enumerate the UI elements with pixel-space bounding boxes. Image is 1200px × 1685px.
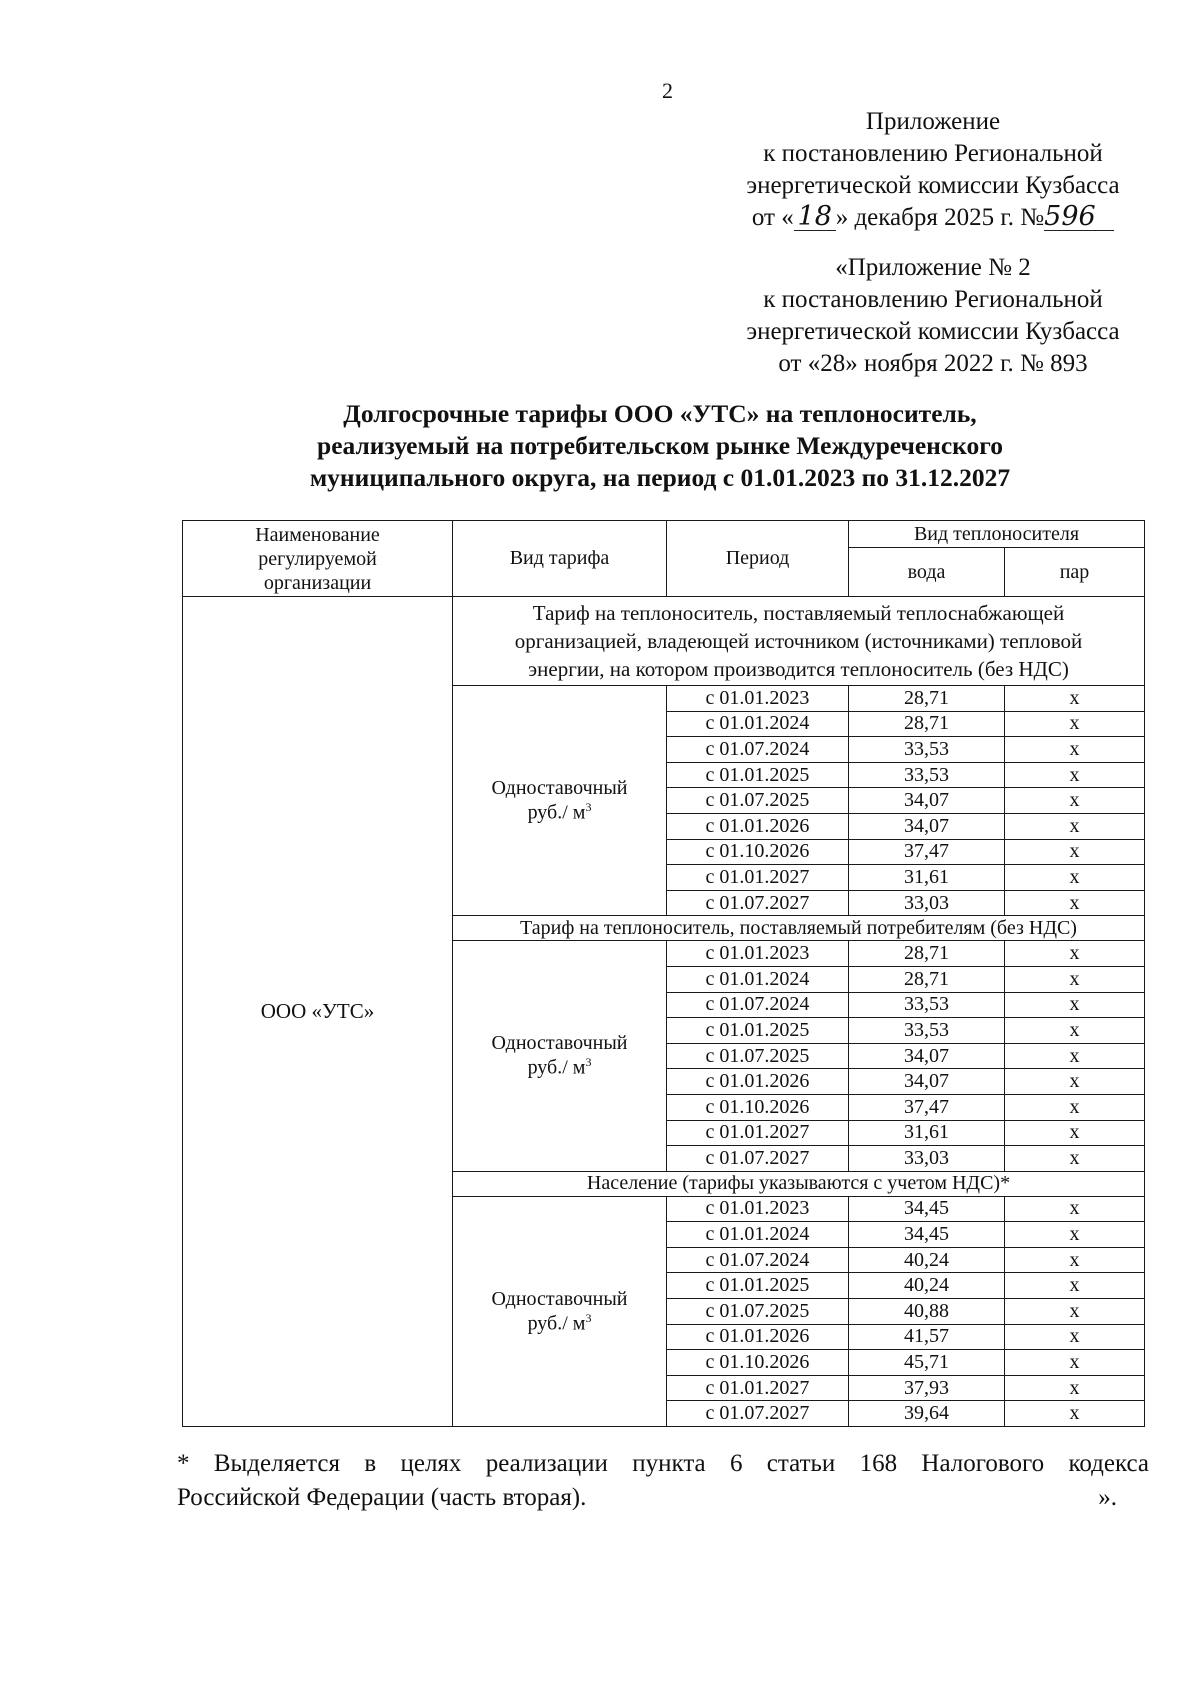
period-cell: с 01.07.2024 bbox=[667, 1247, 849, 1273]
water-cell: 34,07 bbox=[849, 1043, 1005, 1069]
water-cell: 34,07 bbox=[849, 1069, 1005, 1095]
tariff-unit bbox=[457, 1309, 662, 1334]
tariff-unit-text: руб./ м bbox=[527, 801, 586, 824]
steam-cell: x bbox=[1005, 813, 1145, 839]
steam-cell: x bbox=[1005, 1069, 1145, 1095]
appendix-line: к постановлению Региональной bbox=[763, 140, 1103, 167]
period-cell: с 01.01.2027 bbox=[667, 1375, 849, 1401]
period-cell: с 01.10.2026 bbox=[667, 1094, 849, 1120]
period-cell: с 01.01.2024 bbox=[667, 1222, 849, 1248]
appendix-line: Приложение bbox=[865, 108, 1001, 135]
water-cell: 31,61 bbox=[849, 865, 1005, 891]
water-cell: 37,47 bbox=[849, 839, 1005, 865]
steam-cell: x bbox=[1005, 1299, 1145, 1325]
header-organization bbox=[183, 521, 453, 597]
header-text: регулируемой bbox=[258, 547, 377, 570]
period-cell: с 01.10.2026 bbox=[667, 839, 849, 865]
page-number: 2 bbox=[662, 78, 673, 103]
header-text: организации bbox=[263, 571, 372, 594]
period-cell: с 01.01.2025 bbox=[667, 1018, 849, 1044]
footnote-line: * Выделяется в целях реализации пункта 6 статьи 168 Налогового кодекса bbox=[177, 1450, 1149, 1477]
steam-cell: x bbox=[1005, 1043, 1145, 1069]
appendix-date-line bbox=[718, 202, 1148, 234]
period-cell: с 01.01.2026 bbox=[667, 1324, 849, 1350]
header-steam: пар bbox=[1005, 548, 1145, 597]
section-title bbox=[453, 916, 1145, 941]
handwritten-day: 18 bbox=[794, 204, 836, 231]
steam-cell: x bbox=[1005, 1196, 1145, 1222]
period-cell: с 01.01.2026 bbox=[667, 1069, 849, 1095]
water-cell: 37,47 bbox=[849, 1094, 1005, 1120]
section-title-line: организацией, владеющей источником (источниками) тепловой bbox=[514, 629, 1083, 653]
period-cell: с 01.07.2027 bbox=[667, 1146, 849, 1172]
footnote-line bbox=[177, 1481, 1149, 1515]
period-cell: с 01.07.2025 bbox=[667, 788, 849, 814]
water-cell: 33,53 bbox=[849, 762, 1005, 788]
tariff-name: Одноставочный bbox=[491, 1032, 628, 1055]
period-cell: с 01.01.2027 bbox=[667, 1120, 849, 1146]
period-cell: с 01.01.2025 bbox=[667, 762, 849, 788]
period-cell: с 01.01.2024 bbox=[667, 711, 849, 737]
table-header-row bbox=[183, 521, 1145, 548]
tariff-unit bbox=[457, 1053, 662, 1078]
water-cell: 34,07 bbox=[849, 788, 1005, 814]
water-cell: 28,71 bbox=[849, 711, 1005, 737]
tariff-unit bbox=[457, 798, 662, 823]
period-cell: с 01.01.2025 bbox=[667, 1273, 849, 1299]
title-line: Долгосрочные тарифы ООО «УТС» на теплоноситель, bbox=[343, 399, 977, 428]
steam-cell: x bbox=[1005, 788, 1145, 814]
appendix-line: «Приложение № 2 bbox=[835, 254, 1031, 281]
steam-cell: x bbox=[1005, 1401, 1145, 1427]
tariff-table bbox=[182, 520, 1145, 1427]
section-title-row bbox=[183, 597, 1145, 686]
footnote-text: Российской Федерации (часть вторая). bbox=[177, 1484, 587, 1511]
tariff-unit-exponent: 3 bbox=[585, 799, 592, 814]
steam-cell: x bbox=[1005, 839, 1145, 865]
appendix-original-header bbox=[718, 252, 1148, 380]
water-cell: 34,45 bbox=[849, 1196, 1005, 1222]
water-cell: 28,71 bbox=[849, 941, 1005, 967]
appendix-line: энергетической комиссии Кузбасса bbox=[746, 172, 1120, 199]
organization-cell: ООО «УТС» bbox=[183, 597, 453, 1427]
section-title-line: Тариф на теплоноситель, поставляемый теплоснабжающей bbox=[532, 601, 1065, 625]
section-title bbox=[453, 1171, 1145, 1196]
steam-cell: x bbox=[1005, 762, 1145, 788]
title-line: реализуемый на потребительском рынке Междуреченского bbox=[317, 431, 1003, 460]
water-cell: 41,57 bbox=[849, 1324, 1005, 1350]
tariff-name: Одноставочный bbox=[491, 776, 628, 799]
water-cell: 31,61 bbox=[849, 1120, 1005, 1146]
water-cell: 28,71 bbox=[849, 966, 1005, 992]
appendix-line: энергетической комиссии Кузбасса bbox=[746, 318, 1120, 345]
appendix-current-header bbox=[718, 106, 1148, 234]
water-cell: 33,03 bbox=[849, 1146, 1005, 1172]
steam-cell: x bbox=[1005, 890, 1145, 916]
tariff-unit-text: руб./ м bbox=[527, 1056, 586, 1079]
period-cell: с 01.01.2023 bbox=[667, 941, 849, 967]
water-cell: 40,24 bbox=[849, 1273, 1005, 1299]
period-cell: с 01.01.2026 bbox=[667, 813, 849, 839]
water-cell: 37,93 bbox=[849, 1375, 1005, 1401]
tariff-type-cell bbox=[453, 686, 667, 916]
section-title-line: Тариф на теплоноситель, поставляемый потребителям (без НДС) bbox=[520, 916, 1077, 939]
water-cell: 33,53 bbox=[849, 737, 1005, 763]
period-cell: с 01.07.2027 bbox=[667, 890, 849, 916]
section-title-line: Население (тарифы указываются с учетом НДС)* bbox=[586, 1172, 1011, 1195]
document-title bbox=[175, 398, 1145, 494]
period-cell: с 01.07.2024 bbox=[667, 992, 849, 1018]
date-middle: » декабря 2025 г. № bbox=[835, 204, 1045, 231]
steam-cell: x bbox=[1005, 1018, 1145, 1044]
water-cell: 34,07 bbox=[849, 813, 1005, 839]
steam-cell: x bbox=[1005, 1120, 1145, 1146]
steam-cell: x bbox=[1005, 737, 1145, 763]
water-cell: 34,45 bbox=[849, 1222, 1005, 1248]
tariff-type-cell bbox=[453, 941, 667, 1171]
water-cell: 40,24 bbox=[849, 1247, 1005, 1273]
steam-cell: x bbox=[1005, 966, 1145, 992]
title-line: муниципального округа, на период с 01.01.2023 по 31.12.2027 bbox=[309, 463, 1011, 492]
steam-cell: x bbox=[1005, 1094, 1145, 1120]
tariff-unit-exponent: 3 bbox=[585, 1310, 592, 1325]
header-carrier-type: Вид теплоносителя bbox=[849, 521, 1145, 548]
steam-cell: x bbox=[1005, 1222, 1145, 1248]
steam-cell: x bbox=[1005, 711, 1145, 737]
header-tariff-type: Вид тарифа bbox=[453, 521, 667, 597]
period-cell: с 01.07.2024 bbox=[667, 737, 849, 763]
steam-cell: x bbox=[1005, 941, 1145, 967]
header-period: Период bbox=[667, 521, 849, 597]
period-cell: с 01.07.2025 bbox=[667, 1299, 849, 1325]
section-title-line: энергии, на котором производится теплоноситель (без НДС) bbox=[528, 657, 1069, 681]
handwritten-number: 596 bbox=[1044, 204, 1114, 231]
period-cell: с 01.01.2023 bbox=[667, 1196, 849, 1222]
header-text: Наименование bbox=[255, 523, 380, 546]
closing-quote: ». bbox=[1098, 1484, 1117, 1511]
period-cell: с 01.01.2027 bbox=[667, 865, 849, 891]
footnote bbox=[177, 1447, 1149, 1515]
steam-cell: x bbox=[1005, 865, 1145, 891]
steam-cell: x bbox=[1005, 1324, 1145, 1350]
steam-cell: x bbox=[1005, 1247, 1145, 1273]
appendix-line: от «28» ноября 2022 г. № 893 bbox=[778, 350, 1088, 377]
header-water: вода bbox=[849, 548, 1005, 597]
tariff-name: Одноставочный bbox=[491, 1287, 628, 1310]
water-cell: 33,53 bbox=[849, 1018, 1005, 1044]
appendix-line: к постановлению Региональной bbox=[763, 286, 1103, 313]
tariff-type-cell bbox=[453, 1196, 667, 1426]
water-cell: 45,71 bbox=[849, 1350, 1005, 1376]
steam-cell: x bbox=[1005, 1146, 1145, 1172]
period-cell: с 01.07.2027 bbox=[667, 1401, 849, 1427]
steam-cell: x bbox=[1005, 1273, 1145, 1299]
period-cell: с 01.07.2025 bbox=[667, 1043, 849, 1069]
section-title bbox=[453, 597, 1145, 686]
period-cell: с 01.01.2023 bbox=[667, 686, 849, 712]
water-cell: 33,53 bbox=[849, 992, 1005, 1018]
period-cell: с 01.01.2024 bbox=[667, 966, 849, 992]
steam-cell: x bbox=[1005, 992, 1145, 1018]
period-cell: с 01.10.2026 bbox=[667, 1350, 849, 1376]
date-prefix: от « bbox=[751, 204, 794, 231]
tariff-unit-exponent: 3 bbox=[585, 1055, 592, 1070]
water-cell: 39,64 bbox=[849, 1401, 1005, 1427]
tariff-unit-text: руб./ м bbox=[527, 1312, 586, 1335]
water-cell: 33,03 bbox=[849, 890, 1005, 916]
steam-cell: x bbox=[1005, 686, 1145, 712]
water-cell: 40,88 bbox=[849, 1299, 1005, 1325]
water-cell: 28,71 bbox=[849, 686, 1005, 712]
steam-cell: x bbox=[1005, 1350, 1145, 1376]
steam-cell: x bbox=[1005, 1375, 1145, 1401]
